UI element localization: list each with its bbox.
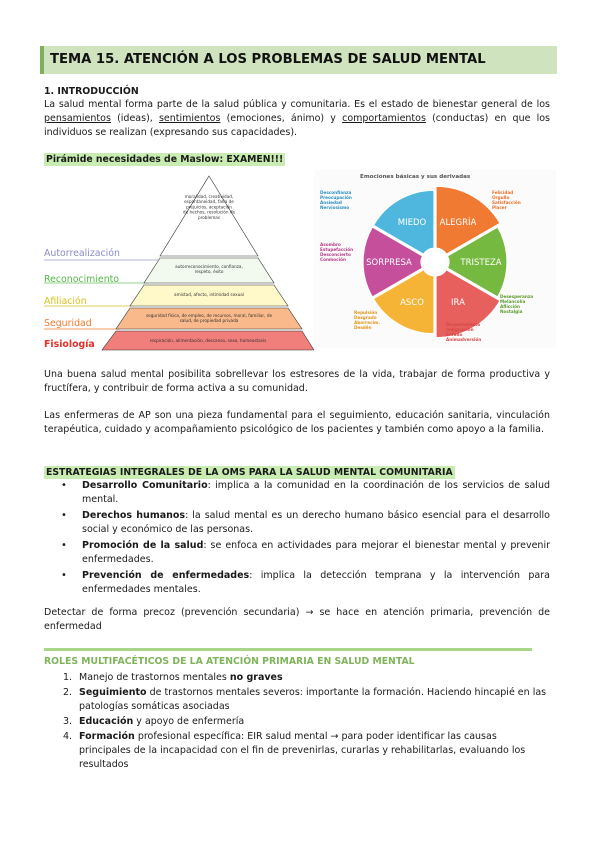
roles-item-number: 1. [63,672,73,683]
oms-item [48,509,550,537]
intro-term-sentimientos: sentimientos [158,113,221,124]
maslow-label-seguridad: Seguridad [44,318,92,329]
oms-item-text: : implica a la comunidad en la coordinación de los servicios de salud mental. [82,480,550,505]
paragraph-salud-mental: Una buena salud mental posibilita sobrellevar los estresores de la vida, trabajar de forma productiva y fructífera, y contribuir de forma activa a su comunidad. [44,369,550,394]
wheel-label-ira: IRA [451,297,465,308]
maslow-label-reconocimiento: Reconocimiento [44,274,120,285]
derived-asco: Repulsión Desgrado Aborrecim. Desdén [354,310,380,330]
oms-item-text: : la salud mental es un derecho humano básico esencial para el desarrollo social y económico de las personas. [82,510,550,535]
intro-term-pensamientos: pensamientos [44,113,111,124]
roles-item-text: profesional específica: EIR salud mental → para poder identificar las causas principales de la incapacidad con el fin de prevenirlas, curarlas y rehabilitarlas, evaluando los resultados [79,731,526,770]
oms-item-text: : se enfoca en actividades para mejorar el bienestar mental y prevenir enfermedades. [82,540,550,565]
pyramid-level-text: de hechos, resolución de [182,209,236,215]
roles-item [56,715,550,729]
pyramid-level-text: prejuicios, aceptación [186,204,232,210]
oms-item [48,539,550,567]
pyramid-level-text: moralidad, creatividad, [184,194,234,199]
roles-item-number: 2. [63,687,73,698]
roles-item [56,671,550,685]
oms-item-title: Promoción de la salud [82,540,204,551]
wheel-label-asco: ASCO [400,297,424,308]
emotions-wheel-figure [314,170,556,348]
roles-item-text: Manejo de trastornos mentales [79,672,230,683]
derived-miedo: Desconfianza Preocupación Ansiedad Nerviosismo [320,190,352,210]
wheel-label-sorpresa: SORPRESA [366,258,412,268]
roles-item-text: de trastornos mentales severos: importante la formación. Haciendo hincapié en las patologías somáticas asociadas [79,687,547,712]
roles-list [56,671,550,773]
intro-text-4: (conductas) en que los individuos se realizan (expresando sus capacidades). [44,113,550,138]
oms-item-title: Derechos humanos [82,510,186,521]
roles-item-bold: Formación [79,731,135,742]
oms-item [48,479,550,507]
oms-item [48,569,550,597]
roles-item [56,686,550,714]
pyramid-level-text: respeto, éxito [194,269,224,275]
roles-item-bold: Seguimiento [79,687,147,698]
emotions-wheel-title: Emociones básicas y sus derivadas [360,174,471,180]
intro-term-comportamientos: comportamientos [342,113,426,124]
roles-item-number: 4. [63,731,73,742]
pyramid-level-text: amistad, afecto, intimidad sexual [174,292,244,297]
wheel-label-tristeza: TRISTEZA [460,258,502,268]
pyramid-level-text: problemas [197,214,221,220]
pyramid-level-text: espontaneidad, falta de [184,199,234,205]
intro-text-1: La salud mental forma parte de la salud pública y comunitaria. Es el estado de bienestar general de los [44,99,550,110]
oms-item-text: : implica la detección temprana y la intervención para enfermedades mentales. [82,570,550,595]
intro-heading: 1. INTRODUCCIÓN [44,86,139,97]
oms-item-title: Desarrollo Comunitario [82,480,208,491]
derived-sorpresa: Asombro Estupefacción Desconcierto Conmoción [320,242,354,262]
roles-item [56,730,550,772]
intro-text-2: (ideas), [110,113,159,124]
oms-list [48,479,550,599]
pyramid-level-text: salud, de propiedad privada [179,318,239,324]
paragraph-enfermeras-ap: Las enfermeras de AP son una pieza fundamental para el seguimiento, educación sanitaria, vinculación terapéutica, cuidado y acompañamiento psicológico de los pacientes y también como apoyo a la familia. [44,410,550,435]
derived-alegria: Felicidad Orgullo Satisfacción Placer [492,190,521,210]
roles-item-number: 3. [63,716,73,727]
page-title: TEMA 15. ATENCIÓN A LOS PROBLEMAS DE SALUD MENTAL [40,46,557,74]
intro-paragraph [44,98,550,140]
oms-item-title: Prevención de enfermedades [82,570,250,581]
pyramid-level-text: autorreconocimiento, confianza, [175,264,243,269]
oms-heading: ESTRATEGIAS INTEGRALES DE LA OMS PARA LA SALUD MENTAL COMUNITARIA [46,467,453,478]
roles-item-text: y apoyo de enfermería [133,716,245,727]
derived-ira: Resentimiento Indignación Enfado Animadversión [446,322,482,342]
maslow-heading: Pirámide necesidades de Maslow: EXAMEN!!! [46,154,284,165]
roles-item-bold: no graves [229,672,283,683]
wheel-center [424,251,446,273]
derived-tristeza: Desesperanza Melancolía Aflicción Nostalgia [500,294,534,314]
roles-heading: ROLES MULTIFACÉTICOS DE LA ATENCIÓN PRIMARIA EN SALUD MENTAL [44,656,415,667]
wheel-label-miedo: MIEDO [397,218,427,229]
pyramid-level-text: seguridad física, de empleo, de recursos, moral, familiar, de [145,313,273,318]
maslow-label-fisiologia: Fisiología [44,339,95,350]
maslow-label-afiliacion: Afiliación [44,296,87,307]
wheel-label-alegría: ALEGRÍA [439,218,477,229]
paragraph-deteccion-precoz: Detectar de forma precoz (prevención secundaria) → se hace en atención primaria, prevención de enfermedad [44,607,550,632]
pyramid-level-text: respiración, alimentación, descanso, sexo, homeostasis [149,338,267,343]
section-divider [44,648,532,651]
maslow-label-autorrealizacion: Autorrealización [44,248,120,259]
roles-item-bold: Educación [79,716,134,727]
intro-text-3: (emociones, ánimo) y [220,113,343,124]
